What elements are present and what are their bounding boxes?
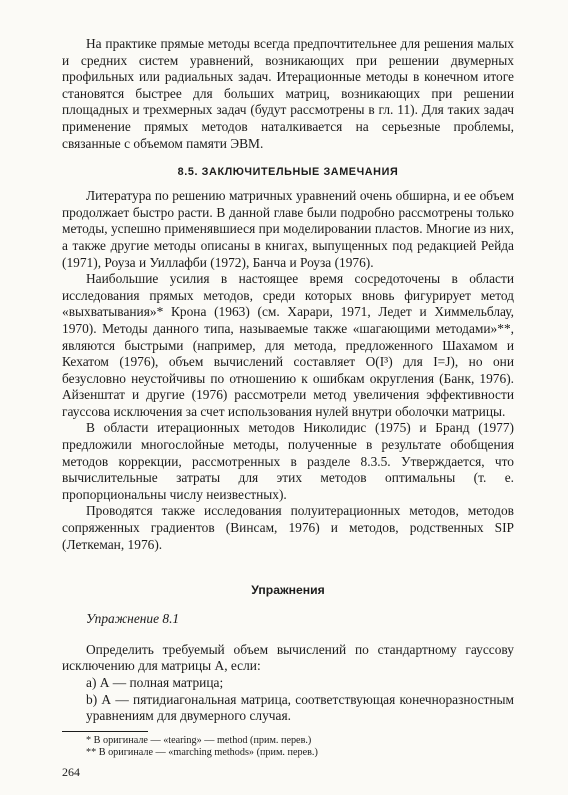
section-paragraph-4: Проводятся также исследования полуитерационных методов, методов сопряженных градиентов (Винсам, 1976) и методов, родственных SIP (Леткеман, 1976). [62, 503, 514, 552]
intro-paragraph: На практике прямые методы всегда предпочтительнее для решения малых и средних систем уравнений, возникающих при решении двумерных профильных или радиальных задач. Итерационные методы в конечном итоге становятся быстрее для больших матриц, возникающих при решении площадных и трехмерных задач (будут рассмотрены в гл. 11). Для таких задач применение прямых методов наталкивается на серьезные проблемы, связанные с объемом памяти ЭВМ. [62, 36, 514, 151]
exercise-item-a: а) А — полная матрица; [86, 675, 224, 690]
footnote-divider [62, 731, 148, 732]
page-number: 264 [62, 764, 80, 779]
exercise-title: Упражнение 8.1 [86, 611, 180, 627]
section-paragraph-3: В области итерационных методов Николидис (1975) и Бранд (1977) предложили многослойные методы, полученные в результате обобщения методов коррекции, рассмотренных в разделе 8.3.5. Утверждается, что вычислительные затраты для этих методов оптимальны (т. е. пропорциональны числу неизвестных). [62, 420, 514, 502]
exercises-heading: Упражнения [251, 583, 325, 598]
exercise-item-b: b) А — пятидиагональная матрица, соответствующая конечноразностным уравнениям для двумерного случая. [86, 691, 514, 724]
section-title: 8.5. ЗАКЛЮЧИТЕЛЬНЫЕ ЗАМЕЧАНИЯ [177, 166, 399, 179]
section-paragraph-1: Литература по решению матричных уравнений очень обширна, и ее объем продолжает быстро расти. В данной главе были подробно рассмотрены только методы, успешно применявшиеся при моделировании пластов. Многие из них, а также другие методы описаны в книгах, выпущенных под редакцией Рейда (1971), Роуза и Уиллафби (1972), Банча и Роуза (1976). [62, 188, 514, 270]
exercise-prompt: Определить требуемый объем вычислений по стандартному гауссову исключению для матрицы А, если: [62, 641, 514, 674]
section-paragraph-2: Наибольшие усилия в настоящее время сосредоточены в области исследования прямых методов, среди которых вновь фигурирует метод «выхватывания»* Крона (1963) (см. Харари, 1971, Ледет и Химмельблау, 1970). Методы данного типа, называемые также «шагающими методами»**, являются быстрыми (например, для метода, предложенного Шахамом и Кехатом (1976), объем вычислений составляет O(I³) для I=J), но они безусловно неустойчивы по отношению к ошибкам округления (Банк, 1976). Айзенштат и другие (1976) рассмотрели метод увеличения эффективности гауссова исключения за счет использования нулей внутри оболочки матрицы. [62, 271, 514, 419]
footnote-2: ** В оригинале — «marching methods» (прим. перев.) [86, 747, 318, 759]
footnote-1: * В оригинале — «tearing» — method (прим. перев.) [86, 734, 312, 746]
